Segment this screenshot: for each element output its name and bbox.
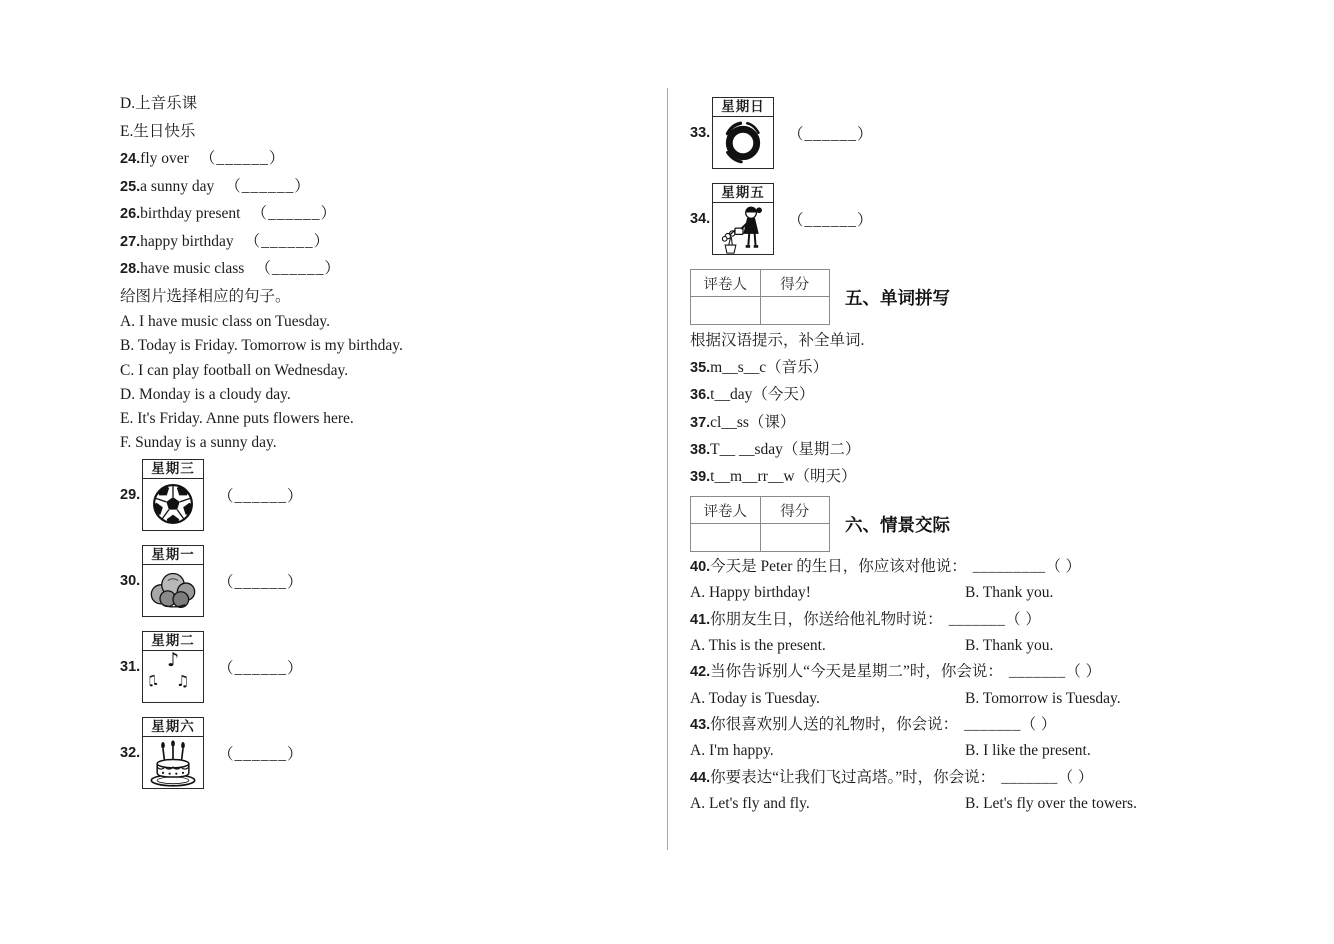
item-number: 24.	[120, 151, 141, 167]
picture-item-30	[120, 545, 575, 617]
score-blank-cell	[760, 524, 830, 552]
dialog-item-41-question: 41.你朋友生日，你送给他礼物时说： _______（ ）	[690, 610, 1042, 628]
answer-blank: _______（ ）	[1008, 663, 1102, 681]
item-number: 27.	[120, 233, 141, 250]
option-b: B. I like the present.	[965, 742, 1091, 760]
picture-item-33	[690, 97, 1165, 169]
answer-blank: （______）	[218, 487, 304, 505]
picture-item-29	[120, 459, 575, 531]
section6-title: 六、情景交际	[845, 514, 950, 535]
sentence-option-c: C. I can play football on Wednesday.	[120, 361, 349, 379]
option-a: A. Happy birthday!	[690, 584, 811, 602]
day-picture-card	[142, 545, 204, 617]
item-number: 33.	[690, 125, 711, 141]
score-cell: 得分	[760, 497, 830, 524]
left-column	[120, 90, 575, 803]
clouds-icon	[147, 569, 199, 611]
day-label: 星期二	[143, 632, 203, 651]
picture-item-32	[120, 717, 575, 789]
phrase-item-25	[120, 173, 575, 201]
item-number: 26.	[120, 206, 141, 222]
word-item-38: 38.T__ __sday（星期二）	[690, 440, 861, 458]
phrase-item-26	[120, 200, 575, 228]
dialog-item-41-options	[690, 633, 1165, 659]
day-picture-card	[712, 97, 774, 169]
sentence-option-a: A. I have music class on Tuesday.	[120, 313, 330, 330]
dialog-item-40-question: 40.今天是 Peter 的生日，你应该对他说： _________（ ）	[690, 558, 1082, 576]
option-a: A. Let's fly and fly.	[690, 794, 810, 812]
grader-blank-cell	[691, 297, 761, 325]
grader-blank-cell	[691, 524, 761, 552]
day-picture-card	[142, 459, 204, 531]
word-item-36: 36.t__day（今天）	[690, 386, 815, 404]
right-column	[690, 95, 1165, 817]
dialog-item-42-options	[690, 686, 1165, 712]
answer-blank: （______）	[218, 573, 304, 591]
option-a: A. This is the present.	[690, 637, 826, 655]
answer-blank: _________（ ）	[972, 558, 1082, 576]
answer-blank: （______）	[251, 205, 337, 222]
day-label: 星期日	[713, 98, 773, 117]
phrase-option-e: E.生日快乐	[120, 122, 196, 140]
score-blank-cell	[760, 297, 830, 325]
day-label: 星期六	[143, 718, 203, 737]
option-b: B. Let's fly over the towers.	[965, 794, 1137, 812]
grader-score-table	[690, 496, 830, 552]
option-b: B. Tomorrow is Tuesday.	[965, 689, 1121, 707]
phrase-item-24	[120, 145, 575, 173]
soccer-ball-icon	[150, 481, 196, 527]
section6-header	[690, 496, 1165, 552]
day-picture-card	[142, 631, 204, 703]
grader-score-table	[690, 269, 830, 325]
sentence-option-e: E. It's Friday. Anne puts flowers here.	[120, 410, 354, 428]
dialog-item-42-question: 42.当你告诉别人“今天是星期二”时，你会说： _______（ ）	[690, 663, 1102, 681]
phrase-text: happy birthday	[140, 232, 234, 250]
picture-item-34	[690, 183, 1165, 255]
phrase-item-27	[120, 228, 575, 256]
column-divider	[667, 88, 668, 850]
item-number: 28.	[120, 261, 141, 277]
music-notes-icon: ♪ ♫ ♫	[147, 650, 190, 690]
item-number: 32.	[120, 744, 141, 761]
phrase-text: a sunny day	[140, 177, 215, 195]
section5-header	[690, 269, 1165, 325]
phrase-text: birthday present	[140, 205, 241, 222]
item-number: 29.	[120, 486, 141, 503]
day-picture-card	[712, 183, 774, 255]
answer-blank: （______）	[199, 150, 286, 167]
day-label: 星期三	[143, 460, 203, 479]
section5-title: 五、单词拼写	[845, 287, 950, 308]
birthday-cake-icon	[148, 737, 198, 787]
item-number: 25.	[120, 178, 141, 195]
answer-blank: （______）	[788, 212, 874, 229]
phrase-text: have music class	[140, 260, 245, 277]
day-label: 星期一	[143, 546, 203, 565]
item-number: 30.	[120, 572, 141, 589]
word-item-35: 35.m__s__c（音乐）	[690, 359, 829, 377]
section5-instruction: 根据汉语提示，补全单词.	[690, 332, 865, 349]
phrase-item-28	[120, 255, 575, 283]
day-label: 星期五	[713, 184, 773, 203]
dialog-item-40-options	[690, 580, 1165, 606]
answer-blank: （______）	[244, 232, 331, 250]
answer-blank: （______）	[255, 260, 341, 277]
phrase-text: fly over	[140, 150, 189, 167]
item-number: 31.	[120, 658, 141, 675]
answer-blank: （______）	[218, 745, 304, 763]
option-a: A. Today is Tuesday.	[690, 689, 820, 707]
sentence-option-d: D. Monday is a cloudy day.	[120, 385, 291, 403]
answer-blank: _______（ ）	[948, 610, 1042, 628]
answer-blank: _______（ ）	[964, 715, 1057, 733]
item-number: 34.	[690, 211, 711, 227]
sun-ring-icon	[719, 119, 767, 167]
answer-blank: （______）	[788, 126, 874, 143]
day-picture-card	[142, 717, 204, 789]
option-b: B. Thank you.	[965, 584, 1054, 602]
option-b: B. Thank you.	[965, 637, 1054, 655]
answer-blank: （______）	[218, 659, 304, 677]
option-a: A. I'm happy.	[690, 742, 774, 760]
phrase-option-d: D.上音乐课	[120, 95, 198, 112]
score-cell: 得分	[760, 270, 830, 297]
dialog-item-43-options	[690, 738, 1165, 764]
grader-cell: 评卷人	[691, 497, 761, 524]
answer-blank: _______（ ）	[1001, 768, 1094, 786]
word-item-37: 37.cl__ss（课）	[690, 413, 796, 431]
dialog-item-44-options	[690, 791, 1165, 817]
girl-watering-flowers-icon	[720, 204, 766, 254]
sentence-option-f: F. Sunday is a sunny day.	[120, 434, 277, 452]
picture-item-31	[120, 631, 575, 703]
sentence-option-b: B. Today is Friday. Tomorrow is my birthday.	[120, 337, 403, 355]
dialog-item-43-question: 43.你很喜欢别人送的礼物时，你会说： _______（ ）	[690, 715, 1057, 733]
dialog-item-44-question: 44.你要表达“让我们飞过高塔。”时，你会说： _______（ ）	[690, 768, 1094, 786]
picture-section-instruction: 给图片选择相应的句子。	[120, 287, 291, 305]
word-item-39: 39.t__m__rr__w（明天）	[690, 467, 857, 485]
answer-blank: （______）	[225, 177, 311, 195]
grader-cell: 评卷人	[691, 270, 761, 297]
